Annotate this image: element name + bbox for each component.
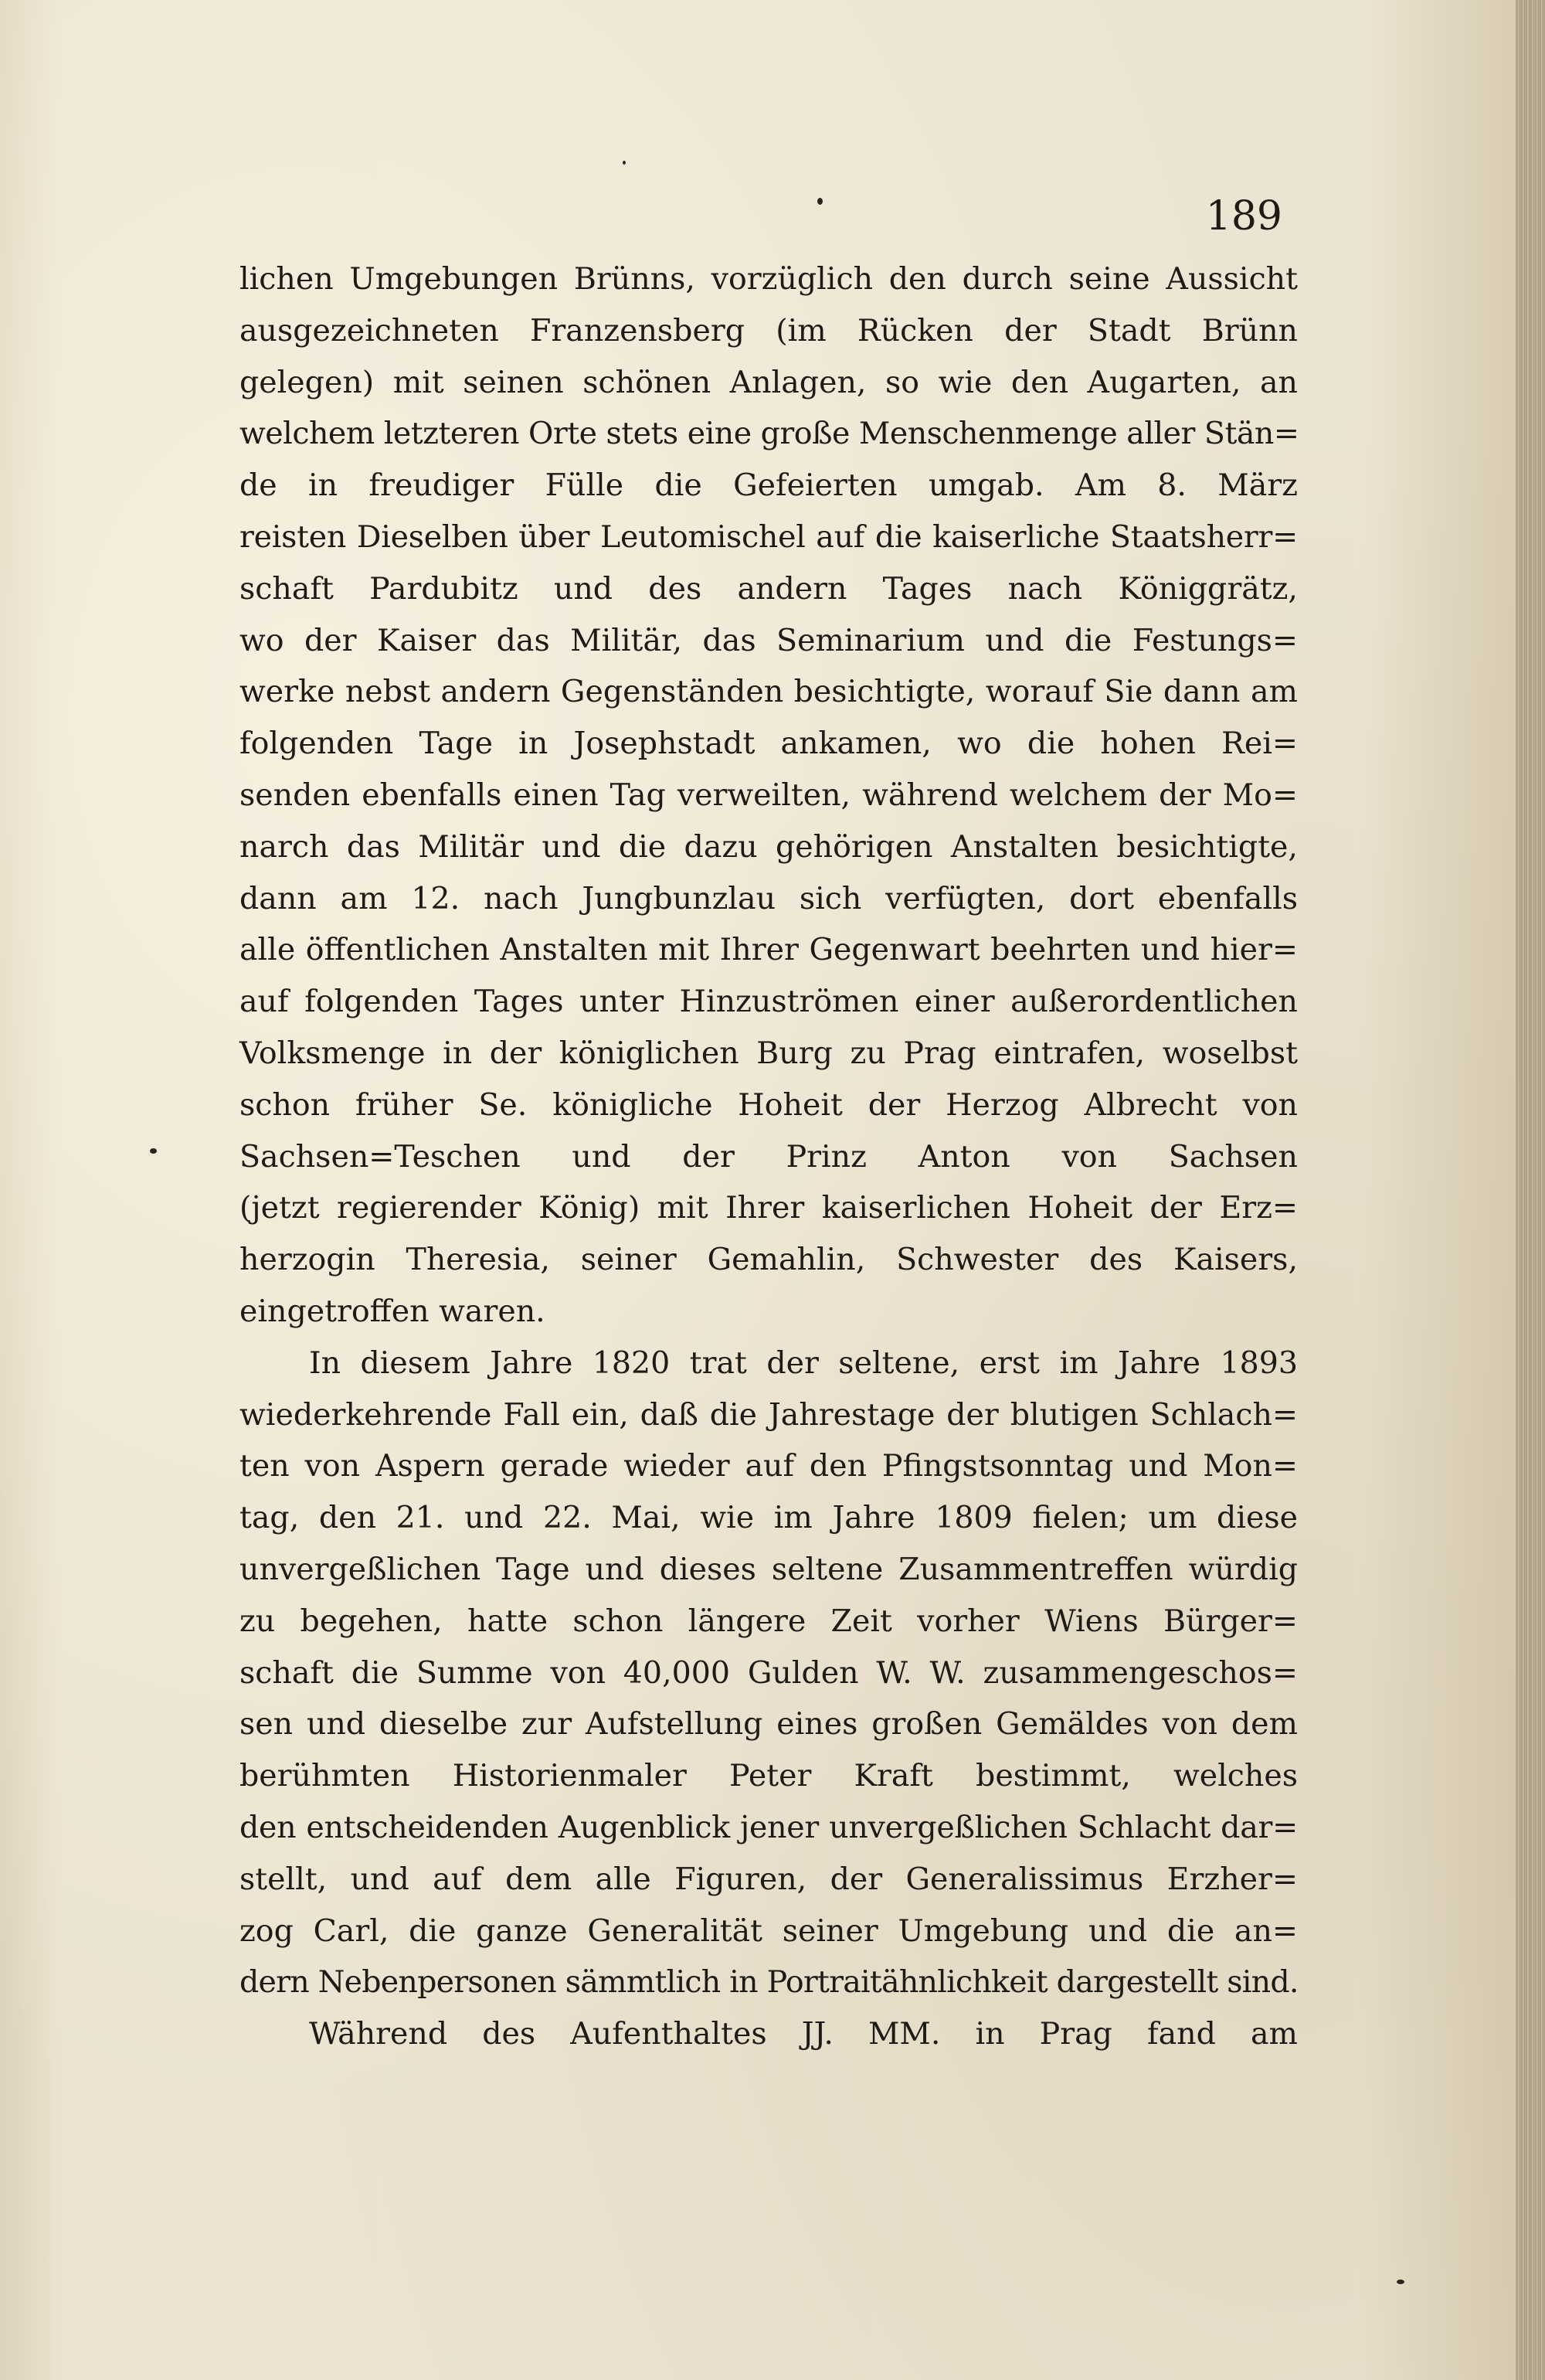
ink-speck xyxy=(817,198,823,205)
text-line: herzogin Theresia, seiner Gemahlin, Schwester des Kaisers, xyxy=(239,1242,1298,1278)
text-line: welchem letzteren Orte stets eine große Menschenmenge aller Stän= xyxy=(239,416,1299,452)
body-text xyxy=(239,253,1298,2060)
text-line: senden ebenfalls einen Tag verweilten, während welchem der Mo= xyxy=(239,777,1298,813)
text-line: unvergeßlichen Tage und dieses seltene Zusammentreffen würdig xyxy=(239,1551,1298,1587)
text-line: ten von Aspern gerade wieder auf den Pfingstsonntag und Mon= xyxy=(239,1448,1298,1484)
text-line: (jetzt regierender König) mit Ihrer kaiserlichen Hoheit der Erz= xyxy=(239,1190,1298,1226)
text-line: Sachsen=Teschen und der Prinz Anton von Sachsen xyxy=(239,1138,1298,1175)
text-line: zog Carl, die ganze Generalität seiner Umgebung und die an= xyxy=(239,1912,1298,1949)
text-line: sen und dieselbe zur Aufstellung eines großen Gemäldes von dem xyxy=(239,1706,1298,1742)
text-line: zu begehen, hatte schon längere Zeit vorher Wiens Bürger= xyxy=(239,1603,1298,1639)
text-line: eingetroffen waren. xyxy=(239,1293,545,1329)
text-line: folgenden Tage in Josephstadt ankamen, wo die hohen Rei= xyxy=(239,726,1298,762)
text-line: ausgezeichneten Franzensberg (im Rücken der Stadt Brünn xyxy=(239,312,1298,348)
text-line: wo der Kaiser das Militär, das Seminarium und die Festungs= xyxy=(239,622,1298,658)
text-line: reisten Dieselben über Leutomischel auf die kaiserliche Staatsherr= xyxy=(239,518,1298,555)
text-line: berühmten Historienmaler Peter Kraft bestimmt, welches xyxy=(239,1758,1298,1794)
text-line: werke nebst andern Gegenständen besichtigte, worauf Sie dann am xyxy=(239,674,1298,710)
text-line: schon früher Se. königliche Hoheit der Herzog Albrecht von xyxy=(239,1086,1298,1123)
text-line: tag, den 21. und 22. Mai, wie im Jahre 1809 fielen; um diese xyxy=(239,1500,1298,1536)
text-line: wiederkehrende Fall ein, daß die Jahrestage der blutigen Schlach= xyxy=(239,1396,1298,1433)
book-edge xyxy=(1516,0,1545,2380)
text-line: alle öffentlichen Anstalten mit Ihrer Gegenwart beehrten und hier= xyxy=(239,932,1298,968)
page-number: 189 xyxy=(1205,193,1282,240)
text-line: den entscheidenden Augenblick jener unvergeßlichen Schlacht dar= xyxy=(239,1809,1298,1845)
text-line: narch das Militär und die dazu gehörigen Anstalten besichtigte, xyxy=(239,828,1298,865)
text-line: schaft Pardubitz und des andern Tages nach Königgrätz, xyxy=(239,570,1298,607)
ink-speck xyxy=(1397,2280,1404,2284)
text-line: de in freudiger Fülle die Gefeierten umgab. Am 8. März xyxy=(239,468,1298,504)
text-line: Volksmenge in der königlichen Burg zu Prag eintrafen, woselbst xyxy=(239,1035,1298,1071)
text-line: schaft die Summe von 40,000 Gulden W. W. zusammengeschos= xyxy=(239,1654,1298,1691)
text-line: stellt, und auf dem alle Figuren, der Generalissimus Erzher= xyxy=(239,1861,1298,1897)
text-line: dann am 12. nach Jungbunzlau sich verfügten, dort ebenfalls xyxy=(239,880,1298,916)
text-line: Während des Aufenthaltes JJ. MM. in Prag fand am xyxy=(309,2016,1298,2052)
ink-speck xyxy=(623,161,626,165)
text-line: lichen Umgebungen Brünns, vorzüglich den durch seine Aussicht xyxy=(239,261,1298,297)
text-line: dern Nebenpersonen sämmtlich in Portraitähnlichkeit dargestellt sind. xyxy=(239,1964,1299,2001)
ink-speck xyxy=(150,1148,157,1154)
text-line: auf folgenden Tages unter Hinzuströmen einer außerordentlichen xyxy=(239,984,1298,1020)
text-line: gelegen) mit seinen schönen Anlagen, so wie den Augarten, an xyxy=(239,364,1298,400)
text-line: In diesem Jahre 1820 trat der seltene, erst im Jahre 1893 xyxy=(309,1345,1298,1381)
